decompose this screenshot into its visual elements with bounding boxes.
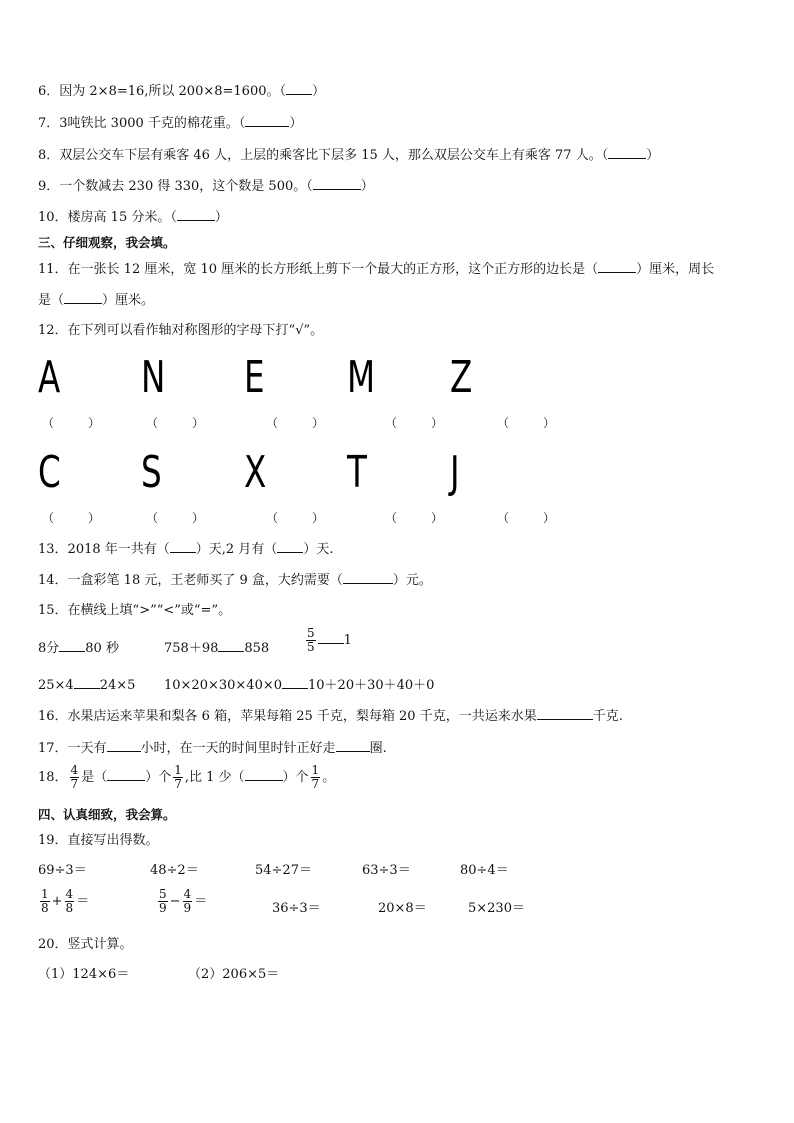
answer-blank[interactable] <box>245 768 283 781</box>
question-17: 17．一天有 小时，在一天的时间里时针正好走 圈. <box>38 741 387 756</box>
answer-blank[interactable] <box>598 260 636 273</box>
letter-J: J <box>450 447 460 498</box>
fraction: $\frac{1}{7}$ <box>311 763 320 791</box>
answer-blank[interactable] <box>286 82 312 95</box>
question-11-line-2: 是（ ）厘米。 <box>38 293 155 308</box>
answer-blank[interactable] <box>177 208 215 221</box>
answer-parens[interactable]: （ ） <box>146 416 205 430</box>
answer-parens[interactable]: （ ） <box>497 511 556 525</box>
question-6: 6．因为 2×8=16,所以 200×8=1600。（ ） <box>38 84 326 99</box>
calc-item: 5×230＝ <box>468 901 525 916</box>
question-7: 7．3吨铁比 3000 千克的棉花重。（ ） <box>38 116 303 131</box>
answer-blank[interactable] <box>313 177 361 190</box>
letter-C: C <box>38 447 61 498</box>
vertical-calc-item: （2）206×5＝ <box>188 967 280 982</box>
answer-parens[interactable]: （ ） <box>42 416 101 430</box>
calc-item-fraction-diff: $\frac{5}{9}$ − $\frac{4}{9}$ ＝ <box>159 887 208 915</box>
answer-blank[interactable] <box>277 540 303 553</box>
fraction: $\frac{1}{7}$ <box>174 763 182 791</box>
answer-blank[interactable] <box>245 114 289 127</box>
answer-blank[interactable] <box>318 631 344 644</box>
calc-item: 36÷3＝ <box>272 901 321 916</box>
question-13: 13．2018 年一共有（ ）天,2 月有（ ）天. <box>38 542 334 557</box>
answer-blank[interactable] <box>107 768 145 781</box>
compare-item: 8分 80 秒 <box>38 641 119 656</box>
question-14: 14．一盒彩笔 18 元，王老师买了 9 盒，大约需要（ ）元。 <box>38 573 432 588</box>
calc-item: 20×8＝ <box>378 901 427 916</box>
answer-blank[interactable] <box>218 639 244 652</box>
section-heading-4: 四、认真细致，我会算。 <box>38 807 176 822</box>
answer-parens[interactable]: （ ） <box>146 511 205 525</box>
calc-item-fraction-sum: $\frac{1}{8}$ + $\frac{4}{8}$ ＝ <box>41 887 90 915</box>
fraction: $\frac{4}{7}$ <box>70 763 79 791</box>
question-19: 19．直接写出得数。 <box>38 833 159 848</box>
answer-parens[interactable]: （ ） <box>385 416 444 430</box>
vertical-calc-item: （1）124×6＝ <box>38 967 130 982</box>
calc-item: 80÷4＝ <box>460 863 509 878</box>
answer-blank[interactable] <box>343 571 393 584</box>
letter-E: E <box>244 352 265 403</box>
letter-T: T <box>347 447 367 498</box>
compare-item: $\frac{5}{5}$ 1 <box>307 626 352 654</box>
compare-item: 758＋98 858 <box>164 641 270 656</box>
fraction: $\frac{5}{5}$ <box>307 626 315 654</box>
answer-parens[interactable]: （ ） <box>266 511 325 525</box>
answer-blank[interactable] <box>64 291 102 304</box>
answer-blank[interactable] <box>170 540 196 553</box>
question-9: 9．一个数减去 230 得 330，这个数是 500。（ ） <box>38 179 374 194</box>
compare-item: 10×20×30×40×0 10＋20＋30＋40＋0 <box>164 678 435 693</box>
letter-X: X <box>244 447 267 498</box>
calc-item: 63÷3＝ <box>362 863 411 878</box>
answer-parens[interactable]: （ ） <box>385 511 444 525</box>
question-18: 18． $\frac{4}{7}$ 是（ ）个 $\frac{1}{7}$ ,比 1 少（ ）个 $\frac{1}{7}$ 。 <box>38 763 336 791</box>
answer-parens[interactable]: （ ） <box>266 416 325 430</box>
letter-N: N <box>141 352 166 403</box>
question-20: 20．竖式计算。 <box>38 937 133 952</box>
calc-item: 54÷27＝ <box>255 863 312 878</box>
question-11-line-1: 11．在一张长 12 厘米，宽 10 厘米的长方形纸上剪下一个最大的正方形，这个正方形的边长是（ ）厘米，周长 <box>38 262 715 277</box>
answer-blank[interactable] <box>107 739 141 752</box>
question-15: 15．在横线上填“>”“<”或“=”。 <box>38 603 232 618</box>
section-heading-3: 三、仔细观察，我会填。 <box>38 235 176 250</box>
compare-item: 25×4 24×5 <box>38 678 136 693</box>
answer-blank[interactable] <box>608 146 646 159</box>
letter-S: S <box>141 447 162 498</box>
letter-M: M <box>347 352 376 403</box>
calc-item: 48÷2＝ <box>150 863 199 878</box>
answer-blank[interactable] <box>537 707 593 720</box>
question-16: 16．水果店运来苹果和梨各 6 箱，苹果每箱 25 千克，梨每箱 20 千克，一共运来水果 千克. <box>38 709 623 724</box>
calc-item: 69÷3＝ <box>38 863 87 878</box>
letter-Z: Z <box>450 352 473 403</box>
question-10: 10．楼房高 15 分米。（ ） <box>38 210 228 225</box>
answer-blank[interactable] <box>336 739 370 752</box>
question-12: 12．在下列可以看作轴对称图形的字母下打“√”。 <box>38 323 324 338</box>
letter-A: A <box>38 352 61 403</box>
question-8: 8．双层公交车下层有乘客 46 人，上层的乘客比下层多 15 人，那么双层公交车上有乘客 77 人。（ ） <box>38 148 660 163</box>
answer-blank[interactable] <box>59 639 85 652</box>
answer-blank[interactable] <box>74 676 100 689</box>
answer-blank[interactable] <box>282 676 308 689</box>
answer-parens[interactable]: （ ） <box>497 416 556 430</box>
answer-parens[interactable]: （ ） <box>42 511 101 525</box>
